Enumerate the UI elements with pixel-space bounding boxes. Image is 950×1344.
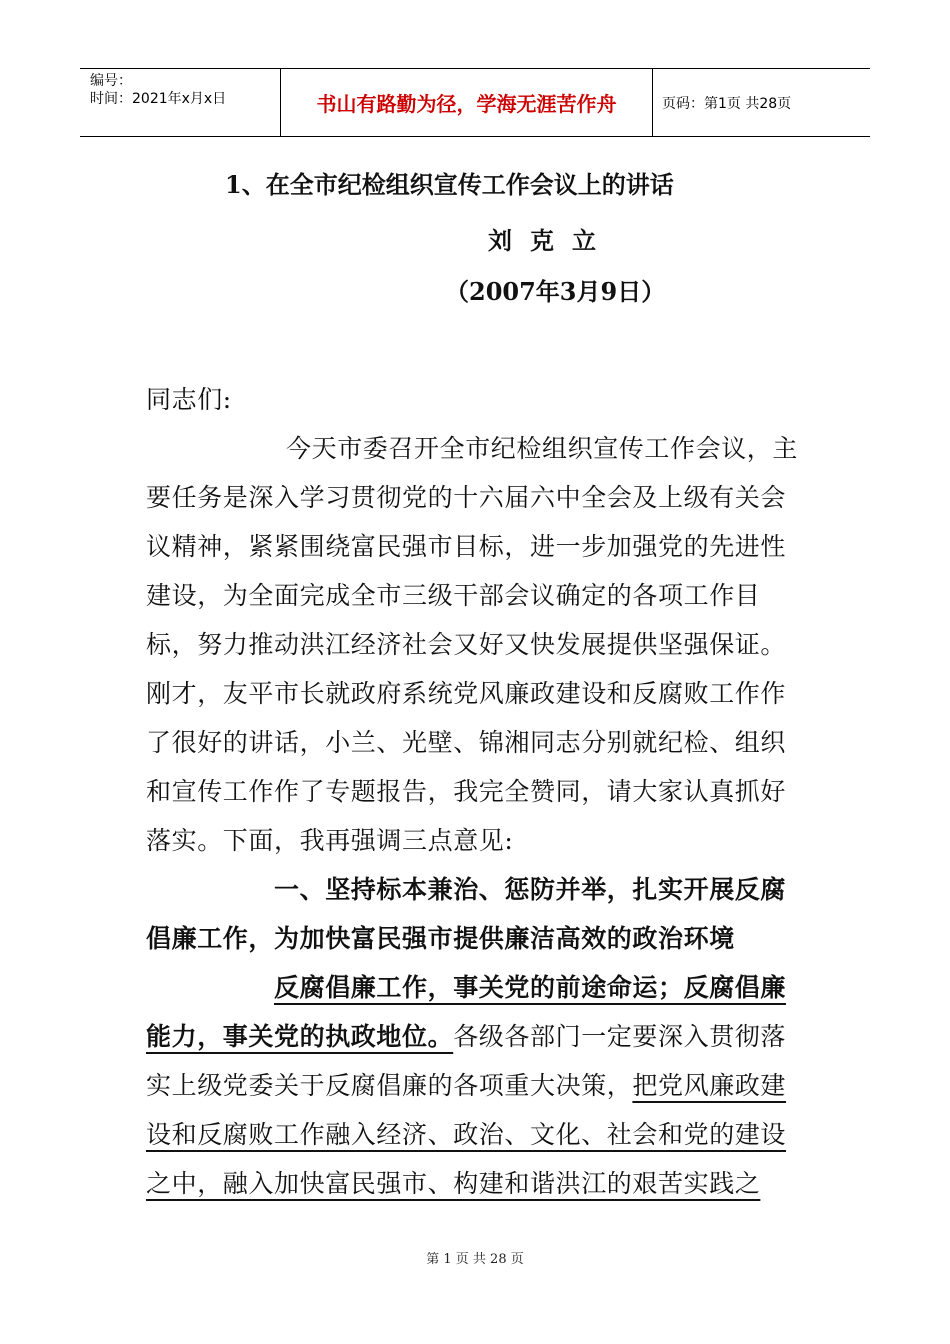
header-table	[80, 68, 870, 137]
document-title: 1、在全市纪检组织宣传工作会议上的讲话	[225, 170, 674, 199]
document-author: 刘克立	[488, 226, 614, 255]
header-motto: 书山有路勤为径，学海无涯苦作舟	[280, 69, 653, 136]
paragraph-2-plain: 各级各部门一定要深入贯彻落实上级党委关于反腐倡廉的各项重大决策，	[146, 1022, 787, 1100]
document-body	[146, 424, 806, 1208]
time-label: 时间：2021年x月x日	[90, 91, 227, 107]
heading-1: 一、坚持标本兼治、惩防并举，扎实开展反腐倡廉工作，为加快富民强市提供廉洁高效的政治环境	[146, 875, 787, 953]
header-meta	[80, 69, 280, 136]
header-page-code: 页码：第1页 共28页	[662, 95, 792, 112]
paragraph-1: 今天市委召开全市纪检组织宣传工作会议，主要任务是深入学习贯彻党的十六届六中全会及上级有关会议精神，紧紧围绕富民强市目标，进一步加强党的先进性建设，为全面完成全市三级干部会议确定的各项工作目标，努力推动洪江经济社会又好又快发展提供坚强保证。刚才，友平市长就政府系统党风廉政建设和反腐败工作作了很好的讲话，小兰、光壁、锦湘同志分别就纪检、组织和宣传工作作了专题报告，我完全赞同，请大家认真抓好落实。下面，我再强调三点意见:	[146, 434, 799, 855]
greeting: 同志们:	[146, 385, 232, 414]
paragraph-2	[146, 963, 806, 1208]
key-statement: 反腐倡廉工作，事关党的前途命运；反腐倡廉能力，事关党的执政地位。	[146, 973, 787, 1051]
page-footer: 第 1 页 共 28 页	[426, 1252, 524, 1267]
paragraph-2-underlined: 把党风廉政建设和反腐败工作融入经济、政治、文化、社会和党的建设之中，融入加快富民强市、构建和谐洪江的艰苦实践之	[146, 1071, 787, 1198]
document-date: （2007年3月9日）	[445, 277, 666, 306]
number-label: 编号：	[90, 73, 132, 89]
